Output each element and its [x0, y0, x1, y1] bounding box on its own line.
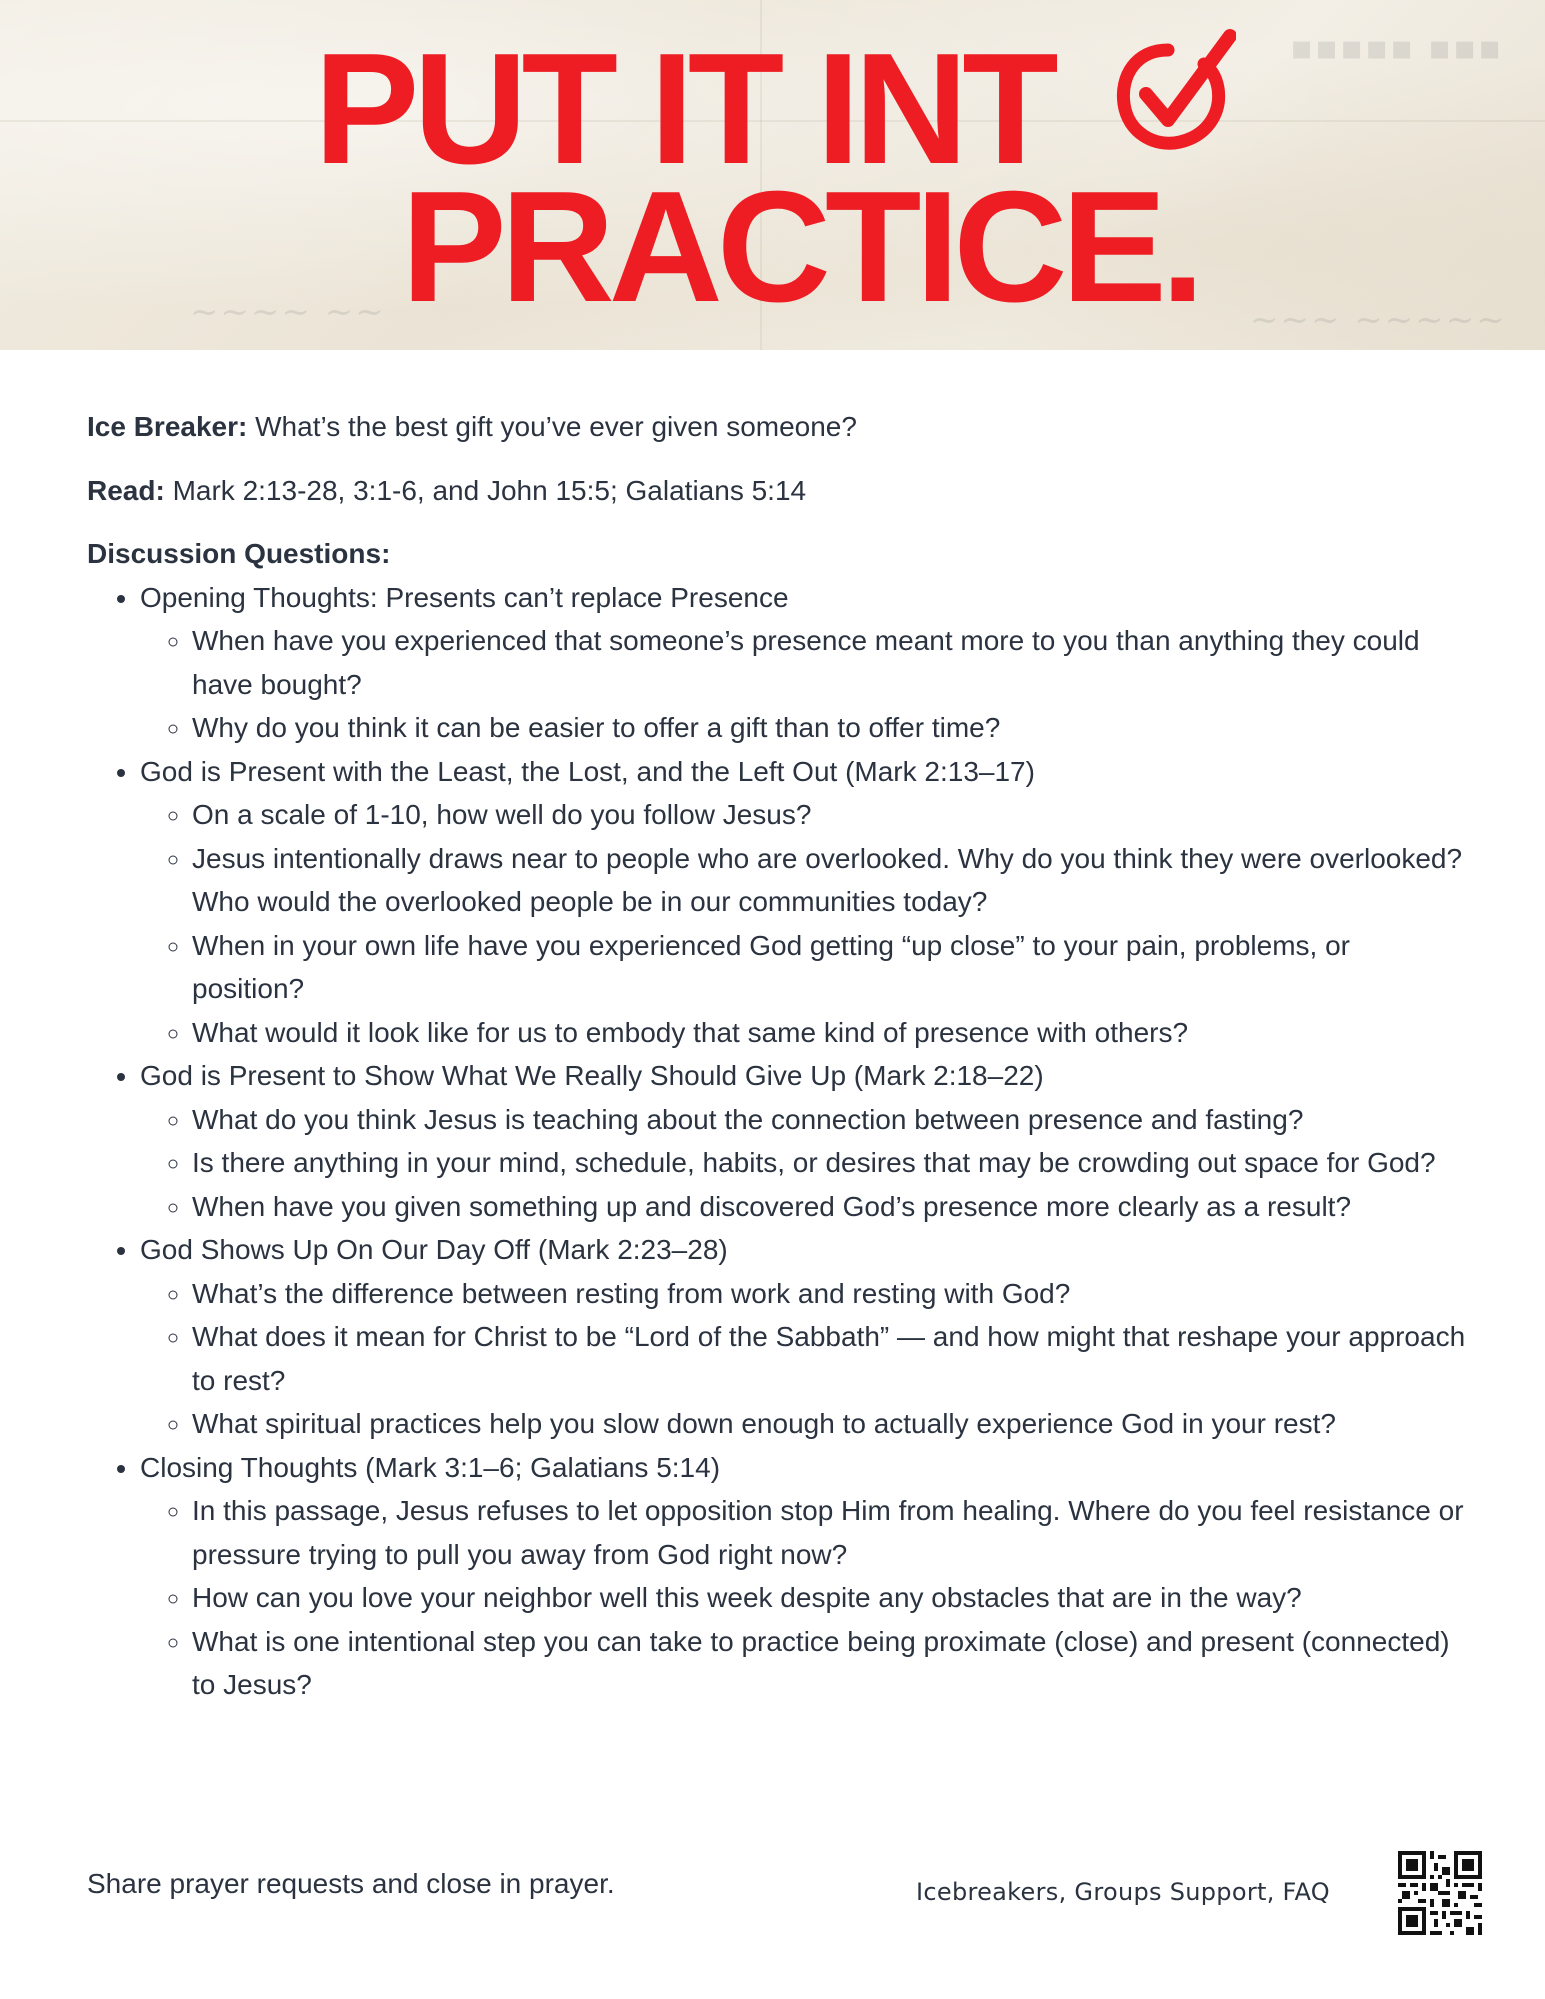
paper-texture-marks: ~~~~ ~~ [190, 292, 386, 332]
section-item [140, 750, 1467, 1055]
reading-text: Mark 2:13-28, 3:1-6, and John 15:5; Galatians 5:14 [172, 474, 807, 506]
question-item: ◦ In this passage, Jesus refuses to let opposition stop Him from healing. Where do you feel resistance or pressure trying to pull you away from God right now? [192, 1489, 1467, 1576]
ice-breaker-text: What’s the best gift you’ve ever given someone? [255, 411, 857, 442]
question-item: ◦ Jesus intentionally draws near to people who are overlooked. Why do you think they were overlooked? Who would the overlooked people be in our communities today? [192, 837, 1467, 924]
question-item: ◦ Why do you think it can be easier to offer a gift than to offer time? [192, 706, 1467, 750]
discussion-heading: Discussion Questions: [87, 538, 391, 569]
question-list [140, 1272, 1467, 1446]
question-item: ◦ When have you given something up and discovered God’s presence more clearly as a result? [192, 1185, 1467, 1229]
header-banner [0, 0, 1545, 350]
question-item: ◦ Is there anything in your mind, schedule, habits, or desires that may be crowding out space for God? [192, 1141, 1467, 1185]
reading-label: Read: [87, 474, 165, 506]
question-list [140, 793, 1467, 1054]
section-title: God is Present with the Least, the Lost, and the Left Out (Mark 2:13–17) [140, 755, 1035, 787]
paper-texture-marks: ~~~ ~~~~~ [1250, 300, 1507, 340]
circled-check-icon [1106, 28, 1236, 158]
reading [87, 469, 1467, 513]
question-item: ◦ What does it mean for Christ to be “Lord of the Sabbath” — and how might that reshape your approach to rest? [192, 1315, 1467, 1402]
question-item: ◦ When have you experienced that someone’s presence meant more to you than anything they could have bought? [192, 619, 1467, 706]
section-title: God is Present to Show What We Really Should Give Up (Mark 2:18–22) [140, 1060, 1044, 1091]
ice-breaker-label: Ice Breaker: [87, 411, 248, 442]
question-list [140, 1489, 1467, 1707]
paper-texture-marks: ▪▪▪▪▪ ▪▪▪ [1290, 28, 1504, 68]
section-title: God Shows Up On Our Day Off (Mark 2:23–28) [140, 1234, 728, 1265]
question-item: ◦ When in your own life have you experienced God getting “up close” to your pain, problems, or position? [192, 924, 1467, 1011]
question-item: ◦ What’s the difference between resting from work and resting with God? [192, 1272, 1467, 1316]
ice-breaker [87, 405, 1467, 449]
question-item: ◦ What would it look like for us to embody that same kind of presence with others? [192, 1011, 1467, 1055]
prayer-note: Share prayer requests and close in prayer. [87, 1868, 615, 1899]
question-list [140, 619, 1467, 750]
question-item: ◦ What is one intentional step you can take to practice being proximate (close) and present (connected) to Jesus? [192, 1620, 1467, 1707]
section-item [140, 1446, 1467, 1707]
section-item [140, 1054, 1467, 1228]
section-item [140, 576, 1467, 750]
discussion-guide [87, 405, 1467, 1707]
section-item [140, 1228, 1467, 1446]
qr-code-icon[interactable] [1398, 1851, 1482, 1935]
section-title: Closing Thoughts (Mark 3:1–6; Galatians 5:14) [140, 1451, 721, 1483]
support-links-text[interactable]: Icebreakers, Groups Support, FAQ [916, 1878, 1330, 1906]
question-item: ◦ What spiritual practices help you slow down enough to actually experience God in your rest? [192, 1402, 1467, 1446]
section-title: Opening Thoughts: Presents can’t replace Presence [140, 581, 789, 613]
question-item: ◦ On a scale of 1-10, how well do you follow Jesus? [192, 793, 1467, 837]
question-list [140, 1098, 1467, 1229]
title-line-1: PUT IT INT [314, 21, 1053, 197]
question-item: ◦ What do you think Jesus is teaching about the connection between presence and fasting? [192, 1098, 1467, 1142]
title-line-2: PRACTICE. [401, 159, 1199, 335]
question-item: ◦ How can you love your neighbor well this week despite any obstacles that are in the way? [192, 1576, 1467, 1620]
discussion-list [87, 576, 1467, 1707]
